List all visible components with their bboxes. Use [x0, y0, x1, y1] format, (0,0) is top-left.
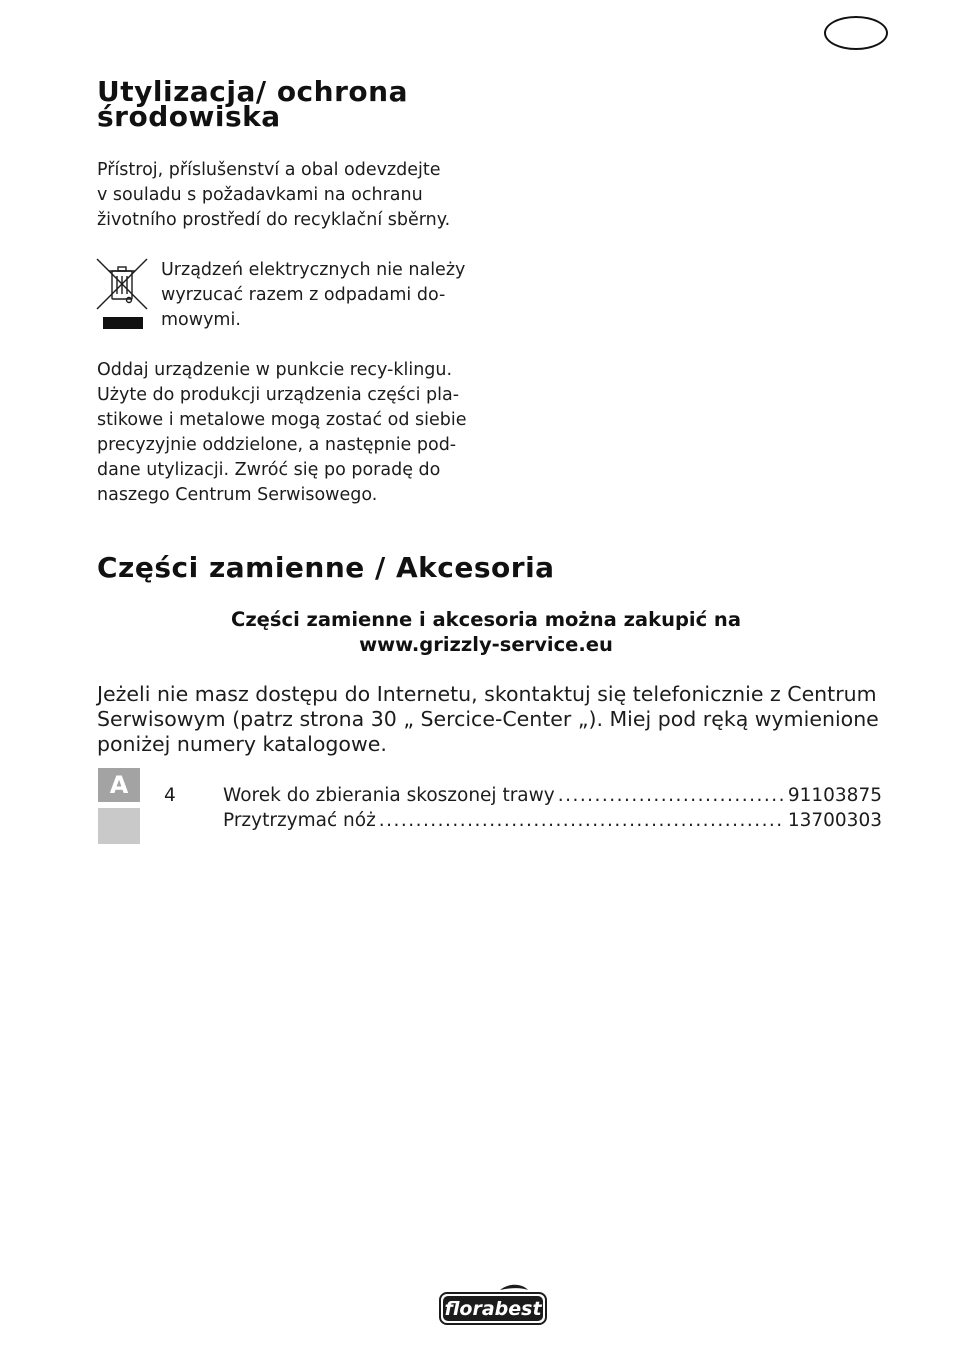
crossed-bin-icon [96, 258, 148, 310]
figure-label-a: A [98, 768, 140, 802]
recycling-paragraph: Oddaj urządzenie w punkcie recy-klingu. Użyte do produkcji urządzenia części pla- stikowe i metalowe mogą zostać od siebie precyzyjnie oddzielone, a następnie pod- dane utylizacji. Zwróć się po poradę do naszego Centrum Serwisowego. [97, 360, 467, 505]
part-row [164, 783, 882, 808]
leader-dots [379, 808, 785, 833]
catalog-number: 91103875 [787, 785, 882, 806]
czech-disposal-paragraph: Přístroj, příslušenství a obal odevzdejte v souladu s požadavkami na ochranu životního prostředí do recyklační sběrny. [97, 160, 451, 230]
language-badge [824, 16, 888, 50]
service-link[interactable]: www.grizzly-service.eu [359, 633, 613, 656]
leader-dots [558, 783, 785, 808]
part-name: Worek do zbierania skoszonej trawy [223, 785, 555, 806]
catalog-number: 13700303 [787, 810, 882, 831]
part-number: 4 [164, 785, 176, 806]
weee-bar [103, 317, 143, 329]
parts-heading: Części zamienne / Akcesoria [97, 551, 555, 584]
part-row [164, 808, 882, 833]
disposal-heading: Utylizacja/ ochrona środowiska [97, 75, 408, 133]
logo-text: florabest [444, 1298, 542, 1320]
parts-highlight: Części zamienne i akcesoria można zakupić na www.grizzly-service.eu [96, 607, 876, 657]
weee-notice: Urządzeń elektrycznych nie należy wyrzucać razem z odpadami do- mowymi. [161, 260, 466, 330]
florabest-logo [438, 1284, 548, 1326]
figure-label-block [98, 808, 140, 844]
part-name: Przytrzymać nóż [223, 810, 376, 831]
parts-intro-paragraph: Jeżeli nie masz dostępu do Internetu, skontaktuj się telefonicznie z Centrum Serwisowym (patrz strona 30 „ Sercice-Center „). Miej pod ręką wymienione poniżej numery katalogowe. [97, 682, 879, 756]
